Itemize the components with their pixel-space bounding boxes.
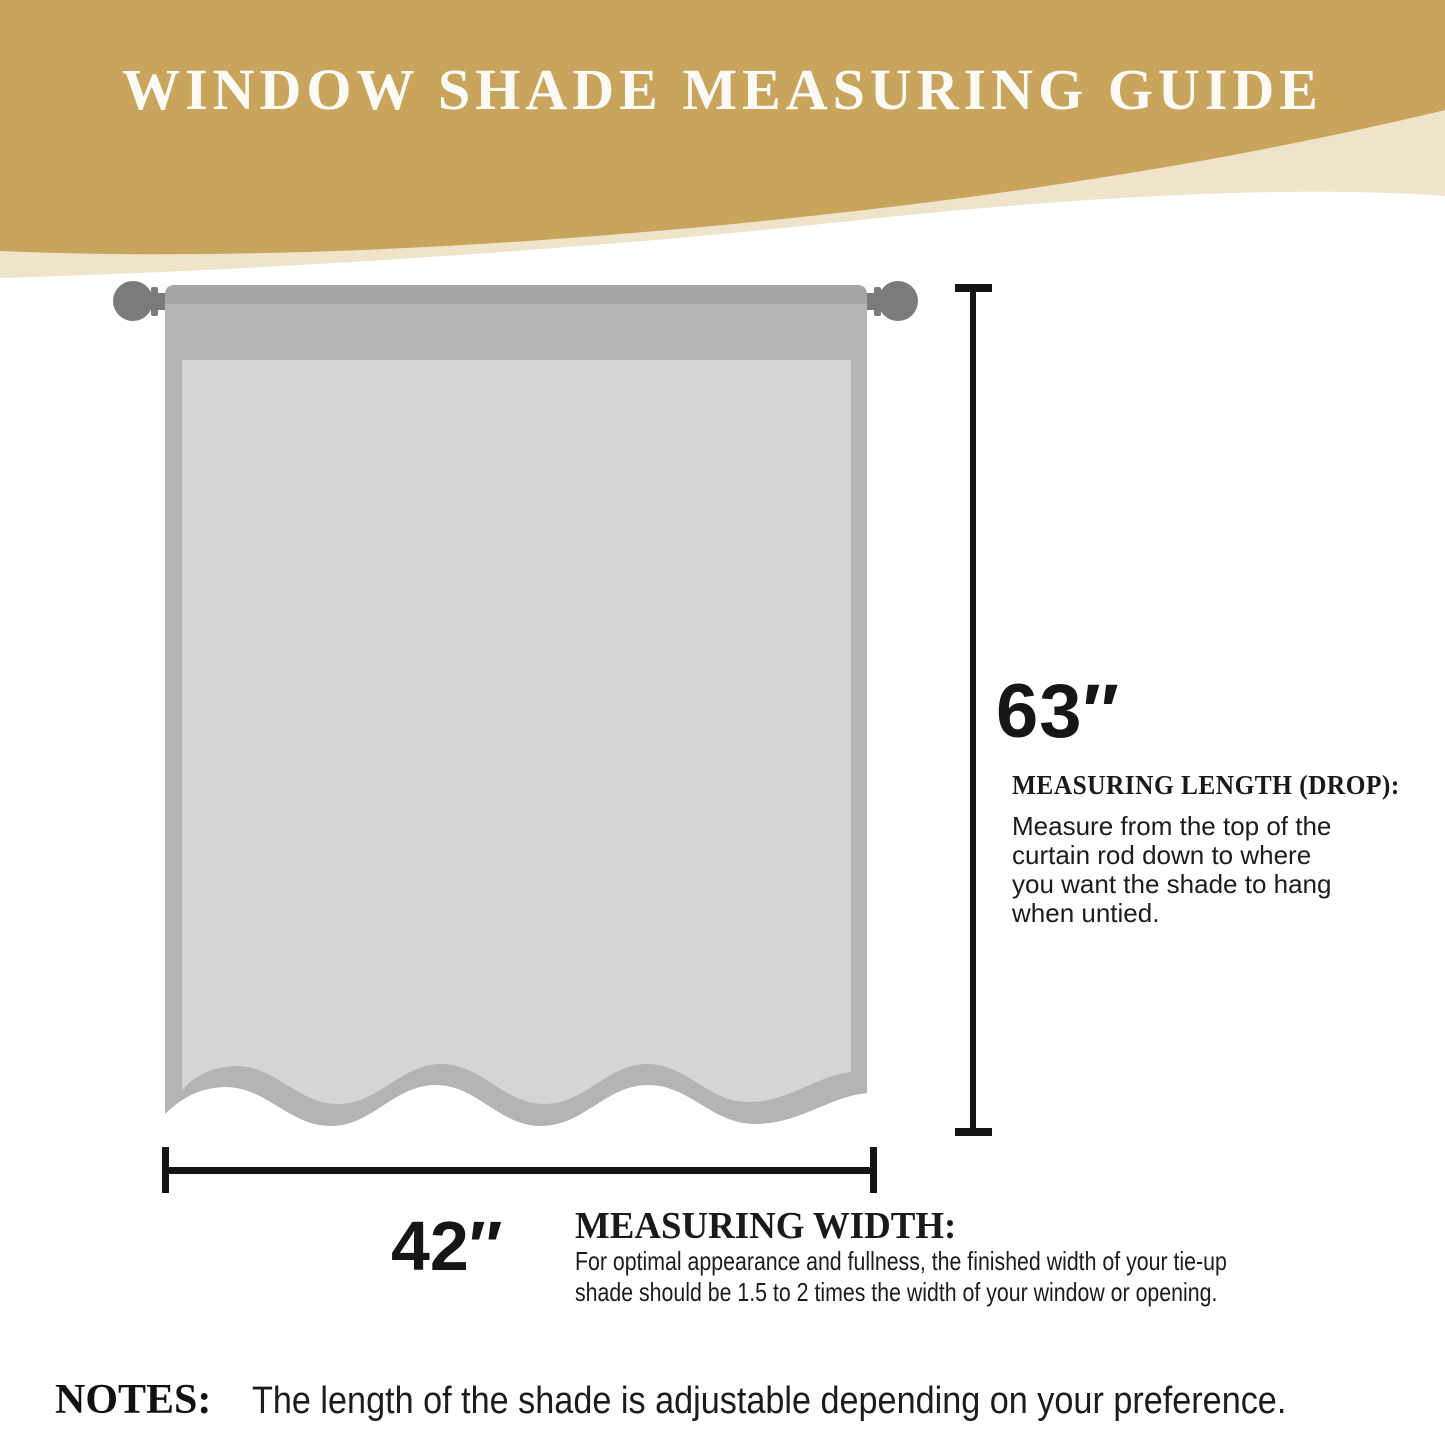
notes-text: The length of the shade is adjustable depending on your preference.	[252, 1380, 1287, 1422]
page-title: WINDOW SHADE MEASURING GUIDE	[122, 57, 1323, 122]
notes-row	[0, 1376, 1445, 1428]
width-value: 42″	[391, 1207, 503, 1285]
width-description-line: shade should be 1.5 to 2 times the width of your window or opening.	[575, 1277, 1218, 1307]
curtain-rod-left-finial	[113, 281, 172, 321]
length-description-line: when untied.	[1012, 898, 1160, 928]
length-description-line: curtain rod down to where	[1012, 840, 1312, 870]
length-description	[1012, 812, 1331, 928]
curtain-inner-panel	[182, 360, 851, 1104]
length-label: MEASURING LENGTH (DROP):	[1012, 770, 1400, 800]
curtain-rod-bar	[165, 285, 867, 304]
width-label: MEASURING WIDTH:	[575, 1205, 957, 1247]
length-value: 63″	[996, 669, 1120, 754]
length-measure-line	[955, 284, 992, 1136]
notes-label: NOTES:	[55, 1377, 212, 1423]
length-description-line: Measure from the top of the	[1012, 811, 1332, 841]
width-description	[575, 1246, 1227, 1308]
length-description-line: you want the shade to hang	[1012, 869, 1332, 899]
width-measure-line	[162, 1147, 877, 1193]
width-description-line: For optimal appearance and fullness, the finished width of your tie-up	[575, 1246, 1227, 1276]
curtain-rod-right-finial	[860, 281, 918, 321]
